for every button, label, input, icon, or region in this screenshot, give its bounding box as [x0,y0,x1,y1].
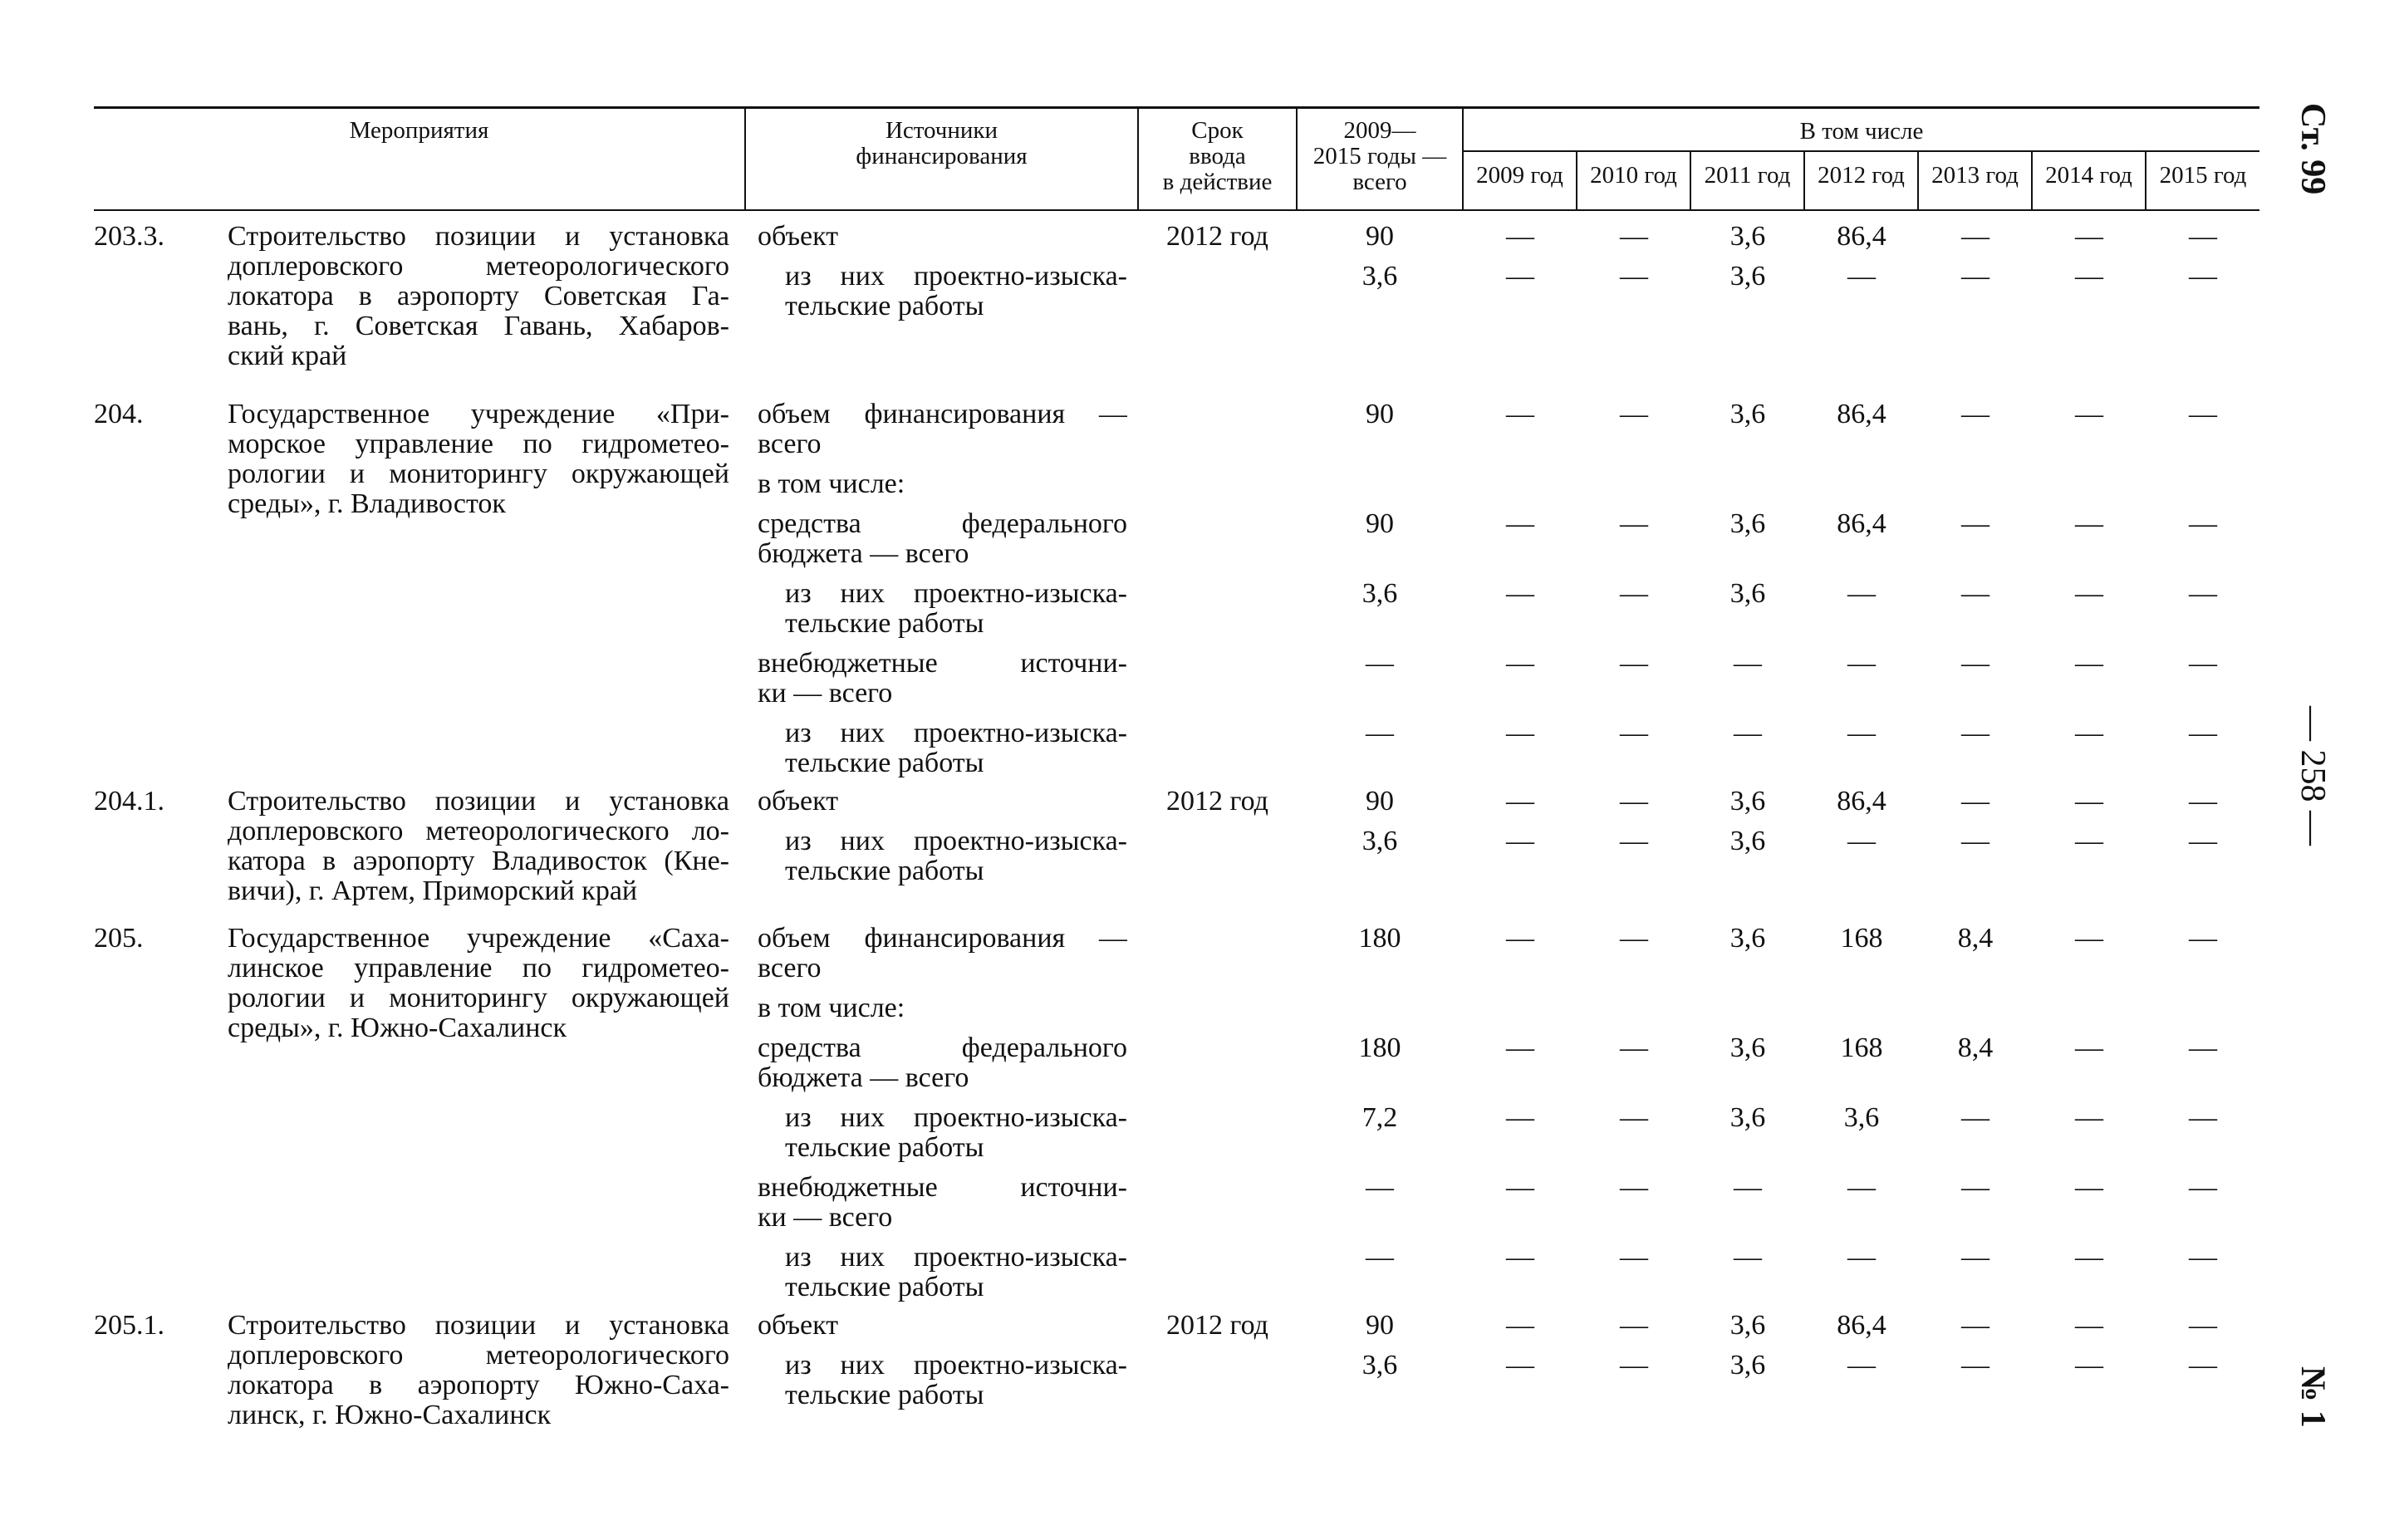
year-value: — [1961,1310,1989,1341]
measure-line: среды», г. Южно-Сахалинск [228,1013,567,1043]
source-text [785,826,1127,886]
term-value: 2012 год [1166,221,1268,252]
source-line: объект [758,787,839,817]
header-sources-line: финансирования [856,143,1028,169]
source-line: объект [758,222,839,252]
header-year-2015: 2015 год [2159,162,2247,189]
year-value: — [1620,221,1648,252]
year-value: — [1506,1102,1534,1133]
source-line: из них проектно-изыска- [785,579,1127,609]
year-value: — [1734,718,1762,748]
year-value: — [2189,1032,2217,1063]
total-value: 3,6 [1361,578,1398,609]
year-value: — [2075,399,2103,429]
total-value: 90 [1366,786,1394,817]
header-term-line: Срок [1191,117,1244,144]
year-value: 3,6 [1729,1032,1766,1063]
year-value: — [2075,221,2103,252]
measure-line: вань, г. Советская Гавань, Хабаров- [228,311,729,341]
year-value: — [1506,578,1534,609]
source-text [758,1033,1127,1093]
year-value: 168 [1840,1032,1883,1063]
year-value: — [2075,1242,2103,1273]
year-value: — [1961,261,1989,292]
total-value: — [1366,1242,1394,1273]
source-line: внебюджетные источни- [758,649,1127,679]
measure-line: катора в аэропорту Владивосток (Кне- [228,846,729,876]
header-total-line: всего [1352,169,1407,195]
measure-line: Строительство позиции и установка [228,1311,729,1341]
year-value: — [1620,648,1648,679]
year-value: — [1506,1310,1534,1341]
header-year-2012: 2012 год [1818,162,1905,189]
year-value: — [1620,1172,1648,1203]
measure-line: ский край [228,341,347,371]
total-value: — [1366,1172,1394,1203]
article-number: Ст. 99 [2294,103,2332,195]
year-value: — [2189,508,2217,539]
measure-line: доплеровского метеорологического [228,252,729,282]
total-value: 180 [1358,1032,1401,1063]
year-value: 86,4 [1837,786,1886,817]
source-line: в том числе: [758,469,905,499]
source-text [758,400,1127,459]
source-line: тельские работы [785,856,984,886]
year-value: 3,6 [1729,261,1766,292]
source-line: из них проектно-изыска- [785,1243,1127,1273]
year-value: — [1847,261,1876,292]
measure-line: морское управление по гидрометео- [228,429,729,459]
header-total [1298,118,1462,195]
header-year-2009: 2009 год [1476,162,1563,189]
source-line: тельские работы [785,748,984,778]
year-value: 3,6 [1729,1310,1766,1341]
year-value: — [1506,1172,1534,1203]
total-value: — [1366,648,1394,679]
year-value: 3,6 [1843,1102,1880,1133]
year-value: — [1506,923,1534,954]
source-line: тельские работы [785,1381,984,1410]
year-value: — [1961,221,1989,252]
source-line: всего [758,429,822,459]
year-value: — [1506,786,1534,817]
source-line: объем финансирования — [758,924,1127,954]
header-year-2013: 2013 год [1931,162,2019,189]
total-value: 90 [1366,1310,1394,1341]
year-value: — [1961,1242,1989,1273]
year-value: — [1961,508,1989,539]
source-text [758,993,1127,1023]
year-value: — [1961,826,1989,856]
row-number: 205. [94,923,144,954]
year-value: — [1620,1310,1648,1341]
year-value: — [2075,578,2103,609]
term-value: 2012 год [1166,786,1268,817]
year-value: — [2075,648,2103,679]
year-value: — [2189,578,2217,609]
source-line: из них проектно-изыска- [785,262,1127,292]
source-line: всего [758,954,822,983]
total-value: 90 [1366,221,1394,252]
year-value: — [1620,826,1648,856]
year-value: 3,6 [1729,1350,1766,1381]
year-value: — [1506,221,1534,252]
year-value: — [2075,508,2103,539]
year-value: — [2075,718,2103,748]
source-text [785,719,1127,778]
year-value: 86,4 [1837,508,1886,539]
measure-line: Строительство позиции и установка [228,787,729,817]
year-value: 8,4 [1957,1032,1994,1063]
year-value: — [1620,718,1648,748]
measure-line: линское управление по гидрометео- [228,954,729,983]
measure-line: доплеровского метеорологического ло- [228,817,729,846]
year-value: — [1620,1242,1648,1273]
source-line: внебюджетные источни- [758,1173,1127,1203]
year-value: — [1961,578,1989,609]
source-line: ки — всего [758,1203,893,1233]
year-value: — [1847,578,1876,609]
year-value: — [1620,923,1648,954]
year-value: — [1961,786,1989,817]
year-value: 86,4 [1837,399,1886,429]
year-value: — [2189,1102,2217,1133]
year-value: — [2189,648,2217,679]
year-value: 8,4 [1957,923,1994,954]
measure-line: среды», г. Владивосток [228,489,506,519]
year-value: — [1734,1242,1762,1273]
header-term-line: ввода [1189,143,1246,169]
measure-line: Строительство позиции и установка [228,222,729,252]
year-value: — [2189,923,2217,954]
source-line: бюджета — всего [758,539,969,569]
total-value: 90 [1366,399,1394,429]
header-year-2014: 2014 год [2045,162,2132,189]
source-line: бюджета — всего [758,1063,969,1093]
year-value: — [2075,826,2103,856]
year-value: — [1847,648,1876,679]
year-value: — [1734,1172,1762,1203]
source-line: из них проектно-изыска- [785,1351,1127,1381]
year-value: 168 [1840,923,1883,954]
measure-text [228,222,729,371]
total-value: 3,6 [1361,826,1398,856]
source-text [758,509,1127,569]
year-value: — [2075,1032,2103,1063]
year-value: — [1506,508,1534,539]
source-line: тельские работы [785,609,984,639]
source-line: тельские работы [785,292,984,321]
source-text [785,1103,1127,1163]
measure-line: линск, г. Южно-Сахалинск [228,1400,552,1430]
year-value: — [1847,1172,1876,1203]
measure-line: локатора в аэропорту Советская Га- [228,282,729,311]
total-value: — [1366,718,1394,748]
source-text [758,1173,1127,1233]
measure-line: рологии и мониторингу окружающей [228,459,729,489]
year-value: — [1506,399,1534,429]
year-value: — [1847,826,1876,856]
source-line: ки — всего [758,679,893,709]
year-value: 3,6 [1729,221,1766,252]
source-line: средства федерального [758,509,1127,539]
header-total-line: 2015 годы — [1312,143,1447,169]
measure-line: локатора в аэропорту Южно-Саха- [228,1371,729,1400]
year-value: — [2189,1310,2217,1341]
year-value: — [1506,1032,1534,1063]
year-value: — [2189,826,2217,856]
year-value: — [1506,1350,1534,1381]
year-value: — [1961,648,1989,679]
header-term-line: в действие [1162,169,1273,195]
source-line: объект [758,1311,839,1341]
year-value: — [1506,1242,1534,1273]
measure-line: доплеровского метеорологического [228,1341,729,1371]
measure-line: рологии и мониторингу окружающей [228,983,729,1013]
year-value: — [1961,718,1989,748]
year-value: — [2189,718,2217,748]
year-value: — [1620,1102,1648,1133]
year-value: — [2075,1310,2103,1341]
issue-number: № 1 [2294,1366,2332,1428]
header-total-line: 2009— [1343,117,1416,144]
year-value: — [1620,1032,1648,1063]
total-value: 3,6 [1361,1350,1398,1381]
source-text [758,787,1127,817]
year-value: — [1847,1242,1876,1273]
year-value: — [1620,578,1648,609]
year-value: — [1961,1102,1989,1133]
source-line: объем финансирования — [758,400,1127,429]
year-value: 3,6 [1729,786,1766,817]
source-text [758,649,1127,709]
measure-text [228,924,729,1043]
year-value: 3,6 [1729,826,1766,856]
source-line: средства федерального [758,1033,1127,1063]
year-value: — [1961,1350,1989,1381]
year-value: — [2075,1102,2103,1133]
source-line: тельские работы [785,1133,984,1163]
year-value: — [1506,718,1534,748]
year-value: — [2189,1350,2217,1381]
year-value: — [2075,1172,2103,1203]
measure-text [228,400,729,519]
header-sources-line: Источники [885,117,998,144]
row-number: 205.1. [94,1310,164,1341]
year-value: — [1961,1172,1989,1203]
header-year-2010: 2010 год [1590,162,1677,189]
year-value: — [1620,1350,1648,1381]
total-value: 3,6 [1361,261,1398,292]
year-value: — [1506,648,1534,679]
year-value: — [2189,1172,2217,1203]
source-text [785,1351,1127,1410]
year-value: — [1620,399,1648,429]
year-value: 86,4 [1837,1310,1886,1341]
source-text [785,1243,1127,1302]
year-value: — [1961,399,1989,429]
source-text [758,1311,1127,1341]
page-number: — 258 — [2294,706,2332,846]
row-number: 204.1. [94,786,164,817]
year-value: 3,6 [1729,1102,1766,1133]
header-term [1139,118,1296,195]
measure-text [228,787,729,906]
header-year-2011: 2011 год [1704,162,1791,189]
header-bottom-rule [94,209,2259,211]
term-value: 2012 год [1166,1310,1268,1341]
measure-text [228,1311,729,1430]
year-value: — [1506,826,1534,856]
source-line: тельские работы [785,1273,984,1302]
header-including: В том числе [1799,118,1924,145]
years-group-rule [1463,150,2259,152]
year-value: — [1734,648,1762,679]
year-value: 3,6 [1729,578,1766,609]
source-line: в том числе: [758,993,905,1023]
year-value: — [2189,221,2217,252]
year-value: — [1620,261,1648,292]
total-value: 180 [1358,923,1401,954]
year-value: — [2075,1350,2103,1381]
total-value: 7,2 [1361,1102,1398,1133]
source-line: из них проектно-изыска- [785,1103,1127,1133]
source-text [758,924,1127,983]
year-value: — [2075,261,2103,292]
year-value: — [2075,786,2103,817]
year-value: — [2189,261,2217,292]
year-value: — [1620,508,1648,539]
header-sources [746,118,1137,169]
total-value: 90 [1366,508,1394,539]
year-value: — [2189,399,2217,429]
year-value: — [1847,1350,1876,1381]
measure-line: вичи), г. Артем, Приморский край [228,876,638,906]
source-text [785,579,1127,639]
year-value: 3,6 [1729,399,1766,429]
header-measures: Мероприятия [349,117,489,144]
measure-line: Государственное учреждение «Саха- [228,924,729,954]
source-text [758,222,1127,252]
year-value: — [1506,261,1534,292]
year-value: — [1847,718,1876,748]
table-top-rule [94,106,2259,109]
measure-line: Государственное учреждение «При- [228,400,729,429]
year-value: — [2189,786,2217,817]
year-value: — [1620,786,1648,817]
source-text [785,262,1127,321]
row-number: 203.3. [94,221,164,252]
row-number: 204. [94,399,144,429]
source-line: из них проектно-изыска- [785,719,1127,748]
year-value: 3,6 [1729,923,1766,954]
year-value: 86,4 [1837,221,1886,252]
year-value: 3,6 [1729,508,1766,539]
source-text [758,469,1127,499]
year-value: — [2075,923,2103,954]
year-value: — [2189,1242,2217,1273]
source-line: из них проектно-изыска- [785,826,1127,856]
